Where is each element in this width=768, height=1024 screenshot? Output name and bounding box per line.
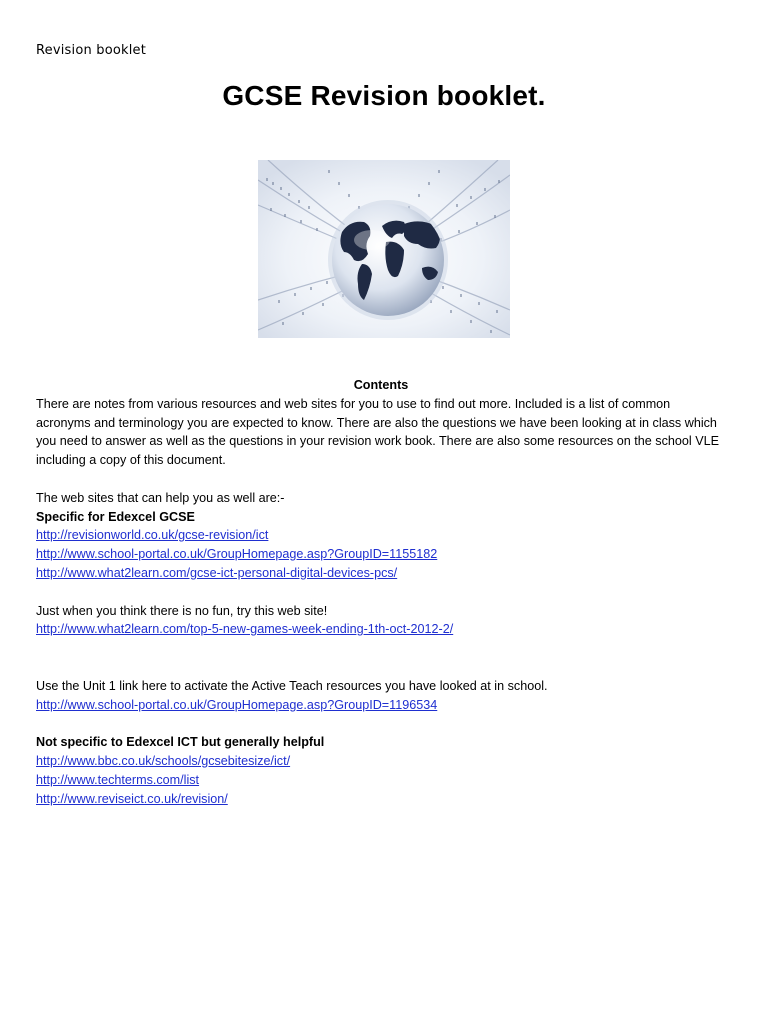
contents-heading: Contents xyxy=(353,378,409,392)
link-bbc-bitesize[interactable]: http://www.bbc.co.uk/schools/gcsebitesize/ict/ xyxy=(36,753,291,768)
general-section xyxy=(36,733,726,808)
link-school-portal-1155182[interactable]: http://www.school-portal.co.uk/GroupHomepage.asp?GroupID=1155182 xyxy=(36,547,438,562)
running-header: Revision booklet xyxy=(36,43,147,58)
unit1-lead: Use the Unit 1 link here to activate the Active Teach resources you have looked at in school. xyxy=(36,678,548,693)
intro-paragraph: There are notes from various resources and web sites for you to use to find out more. Included is a list of common acronyms and terminology you are expected to know. There are also the questions we have been looking at in class which you need to answer as well as the questions in your revision work book. There are also some resources on the school VLE including a copy of this document. xyxy=(36,396,719,468)
general-subheading: Not specific to Edexcel ICT but generally helpful xyxy=(36,735,325,750)
websites-section xyxy=(36,489,726,583)
link-what2learn-devices[interactable]: http://www.what2learn.com/gcse-ict-personal-digital-devices-pcs/ xyxy=(36,565,398,580)
contents-section xyxy=(36,376,726,808)
edexcel-subheading: Specific for Edexcel GCSE xyxy=(36,509,195,524)
globe-icon xyxy=(258,160,510,338)
link-what2learn-games[interactable]: http://www.what2learn.com/top-5-new-games-week-ending-1th-oct-2012-2/ xyxy=(36,622,454,637)
fun-lead: Just when you think there is no fun, try this web site! xyxy=(36,603,328,618)
link-school-portal-1196534[interactable]: http://www.school-portal.co.uk/GroupHomepage.asp?GroupID=1196534 xyxy=(36,697,438,712)
cover-image xyxy=(258,160,510,338)
fun-section xyxy=(36,602,726,640)
document-title: GCSE Revision booklet. xyxy=(222,80,546,111)
link-techterms[interactable]: http://www.techterms.com/list xyxy=(36,772,200,787)
link-revisionworld[interactable]: http://revisionworld.co.uk/gcse-revision/ict xyxy=(36,528,269,543)
unit1-section xyxy=(36,677,726,715)
websites-lead: The web sites that can help you as well are:- xyxy=(36,490,285,505)
link-reviseict[interactable]: http://www.reviseict.co.uk/revision/ xyxy=(36,791,228,806)
